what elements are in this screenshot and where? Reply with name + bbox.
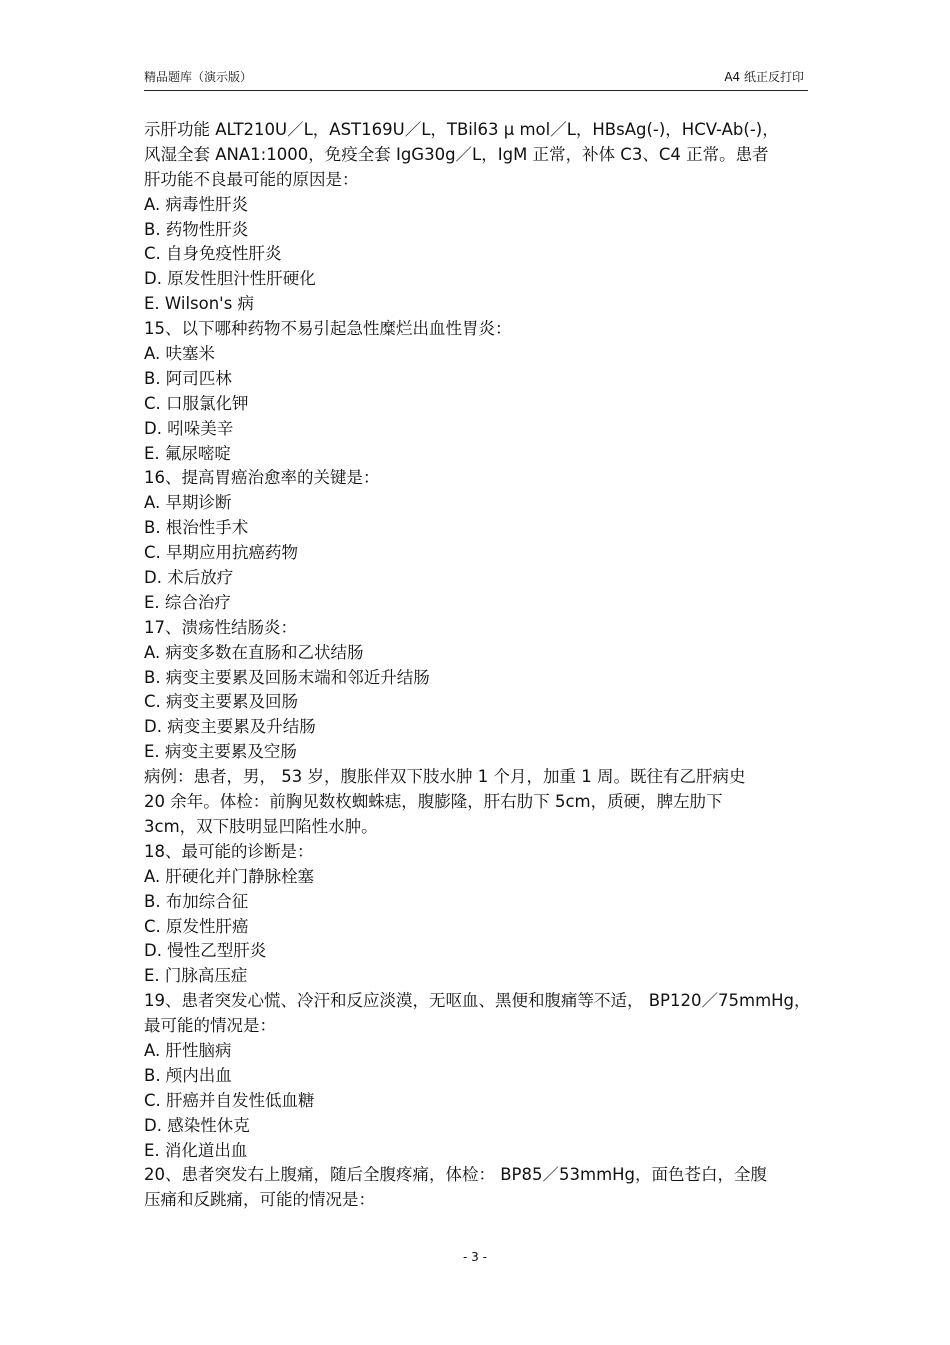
text-line: A. 病变多数在直肠和乙状结肠 (144, 642, 364, 662)
text-line: B. 颅内出血 (144, 1065, 232, 1085)
text-line: 18、最可能的诊断是： (144, 841, 314, 861)
text-line: E. 综合治疗 (144, 592, 231, 612)
text-line: 最可能的情况是： (144, 1016, 276, 1036)
text-line: D. 原发性胆汁性肝硬化 (144, 269, 316, 289)
text-line: 20、患者突发右上腹痛，随后全腹疼痛，体检： BP85／53mmHg，面色苍白，全腹 (144, 1165, 768, 1185)
text-line: 病例：患者，男， 53 岁，腹胀伴双下肢水肿 1 个月，加重 1 周。既往有乙肝病史 (144, 767, 746, 787)
text-line: C. 自身免疫性肝炎 (144, 244, 282, 264)
header-print-note: A4 纸正反打印 (724, 70, 804, 84)
text-line: D. 感染性休克 (144, 1115, 250, 1135)
text-line: C. 口服氯化钾 (144, 393, 249, 413)
page-header (144, 66, 808, 91)
text-line: 16、提高胃癌治愈率的关键是： (144, 468, 380, 488)
text-line: E. 病变主要累及空肠 (144, 742, 297, 762)
text-line: B. 药物性肝炎 (144, 219, 249, 239)
text-line: D. 吲哚美辛 (144, 418, 234, 438)
text-line: 示肝功能 ALT210U／L，AST169U／L，TBil63 μ mol／L，HBsAg(-)，HCV-Ab(-)， (144, 120, 779, 139)
text-line: B. 病变主要累及回肠末端和邻近升结肠 (144, 667, 430, 687)
text-line: 17、溃疡性结肠炎： (144, 617, 297, 637)
text-line: A. 呋塞米 (144, 344, 215, 364)
text-line: 15、以下哪种药物不易引起急性糜烂出血性胃炎： (144, 319, 512, 339)
text-line: 19、患者突发心慌、冷汗和反应淡漠，无呕血、黑便和腹痛等不适， BP120／75mmHg， (144, 991, 811, 1011)
text-line: E. 门脉高压症 (144, 966, 248, 986)
text-line: D. 慢性乙型肝炎 (144, 941, 267, 961)
text-line: C. 肝癌并自发性低血糖 (144, 1090, 315, 1110)
text-line: E. Wilson's 病 (144, 294, 255, 314)
document-body (144, 118, 824, 1213)
text-line: A. 病毒性肝炎 (144, 194, 248, 214)
text-line: D. 病变主要累及升结肠 (144, 717, 316, 737)
text-line: B. 阿司匹林 (144, 368, 232, 388)
page-number: - 3 - (463, 1250, 487, 1264)
text-line: C. 病变主要累及回肠 (144, 692, 299, 712)
text-line: C. 早期应用抗癌药物 (144, 543, 299, 563)
text-line: D. 术后放疗 (144, 568, 234, 588)
text-line: E. 消化道出血 (144, 1140, 248, 1160)
text-line: 3cm，双下肢明显凹陷性水肿。 (144, 816, 378, 836)
text-line: E. 氟尿嘧啶 (144, 443, 231, 463)
text-line: 20 余年。体检：前胸见数枚蜘蛛痣，腹膨隆，肝右肋下 5cm，质硬，脾左肋下 (144, 792, 723, 812)
text-line: A. 肝性脑病 (144, 1040, 232, 1060)
text-line: 风湿全套 ANA1:1000，免疫全套 IgG30g／L，IgM 正常，补体 C3、C4 正常。患者 (144, 144, 769, 164)
text-line: A. 早期诊断 (144, 493, 232, 513)
text-line: 肝功能不良最可能的原因是： (144, 169, 359, 189)
text-line: B. 布加综合征 (144, 891, 249, 911)
text-line: 压痛和反跳痛，可能的情况是： (144, 1190, 375, 1210)
text-line: C. 原发性肝癌 (144, 916, 249, 936)
text-line: A. 肝硬化并门静脉栓塞 (144, 866, 314, 886)
header-title: 精品题库（演示版） (144, 70, 253, 84)
text-line: B. 根治性手术 (144, 518, 249, 538)
